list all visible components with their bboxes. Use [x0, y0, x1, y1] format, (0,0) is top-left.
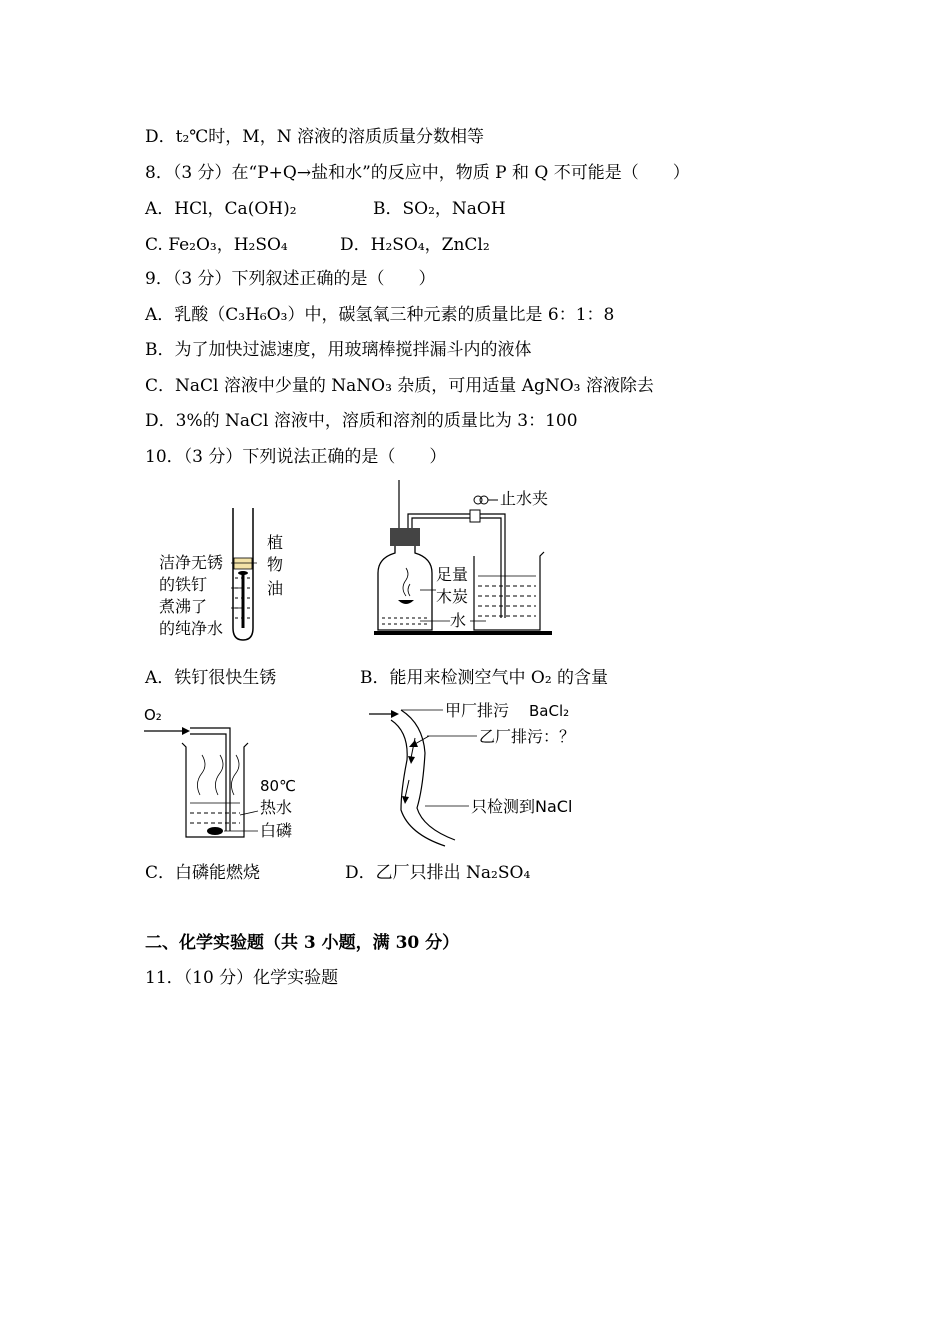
figure-d-river	[365, 698, 605, 848]
q9-option-d: D．3%的 NaCl 溶液中，溶质和溶剂的质量比为 3：100	[145, 411, 578, 431]
q8-option-d: D．H₂SO₄，ZnCl₂	[340, 235, 490, 255]
figure-a-test-tube	[155, 500, 295, 645]
fig-c-hotwater-label: 热水	[260, 798, 293, 817]
fig-a-oil-1: 植	[267, 533, 284, 552]
q8-stem: 8．（3 分）在“P+Q→盐和水”的反应中，物质 P 和 Q 不可能是（ ）	[145, 163, 690, 183]
q8-option-a: A．HCl，Ca(OH)₂	[145, 199, 297, 219]
q9-option-a: A．乳酸（C₃H₆O₃）中，碳氢氧三种元素的质量比是 6：1：8	[145, 305, 615, 325]
fig-d-factory-a-label: 甲厂排污	[445, 701, 510, 720]
q10-option-b: B．能用来检测空气中 O₂ 的含量	[360, 668, 609, 688]
fig-a-label-2: 的铁钉	[159, 575, 208, 594]
fig-a-oil-3: 油	[267, 579, 284, 598]
q10-option-a: A．铁钉很快生锈	[145, 668, 277, 688]
figure-b-apparatus	[370, 478, 560, 638]
q7-option-d: D．t₂℃时，M，N 溶液的溶质质量分数相等	[145, 127, 484, 147]
fig-d-detect-label: 只检测到NaCl	[471, 797, 573, 816]
q10-option-d: D．乙厂只排出 Na₂SO₄	[345, 863, 531, 883]
figure-c-beaker	[140, 703, 310, 848]
q8-option-c: C. Fe₂O₃，H₂SO₄	[145, 235, 288, 255]
q9-option-c: C．NaCl 溶液中少量的 NaNO₃ 杂质，可用适量 AgNO₃ 溶液除去	[145, 376, 654, 396]
fig-a-label-3: 煮沸了	[159, 597, 208, 616]
fig-b-water-label: 水	[450, 611, 467, 630]
fig-a-label-4: 的纯净水	[159, 619, 224, 638]
q11-stem: 11．（10 分）化学实验题	[145, 968, 339, 988]
fig-a-oil-2: 物	[267, 555, 284, 574]
q10-stem: 10．（3 分）下列说法正确的是（ ）	[145, 447, 447, 467]
fig-c-phosphorus-label: 白磷	[260, 821, 293, 840]
q8-option-b: B．SO₂，NaOH	[373, 199, 506, 219]
fig-b-charcoal-2: 木炭	[436, 587, 469, 606]
fig-b-clamp-label: 止水夹	[500, 489, 549, 508]
q9-option-b: B．为了加快过滤速度，用玻璃棒搅拌漏斗内的液体	[145, 340, 532, 360]
fig-d-bacl2-label: BaCl₂	[529, 702, 570, 720]
section-2-heading: 二、化学实验题（共 3 小题，满 30 分）	[145, 933, 460, 953]
fig-d-factory-b-label: 乙厂排污：？	[479, 727, 576, 746]
q10-option-c: C．白磷能燃烧	[145, 863, 261, 883]
fig-c-o2-label: O₂	[144, 706, 162, 724]
fig-b-charcoal-1: 足量	[436, 565, 469, 584]
fig-c-temp-label: 80℃	[260, 777, 296, 795]
q9-stem: 9．（3 分）下列叙述正确的是（ ）	[145, 269, 436, 289]
fig-a-label-1: 洁净无锈	[159, 553, 224, 572]
